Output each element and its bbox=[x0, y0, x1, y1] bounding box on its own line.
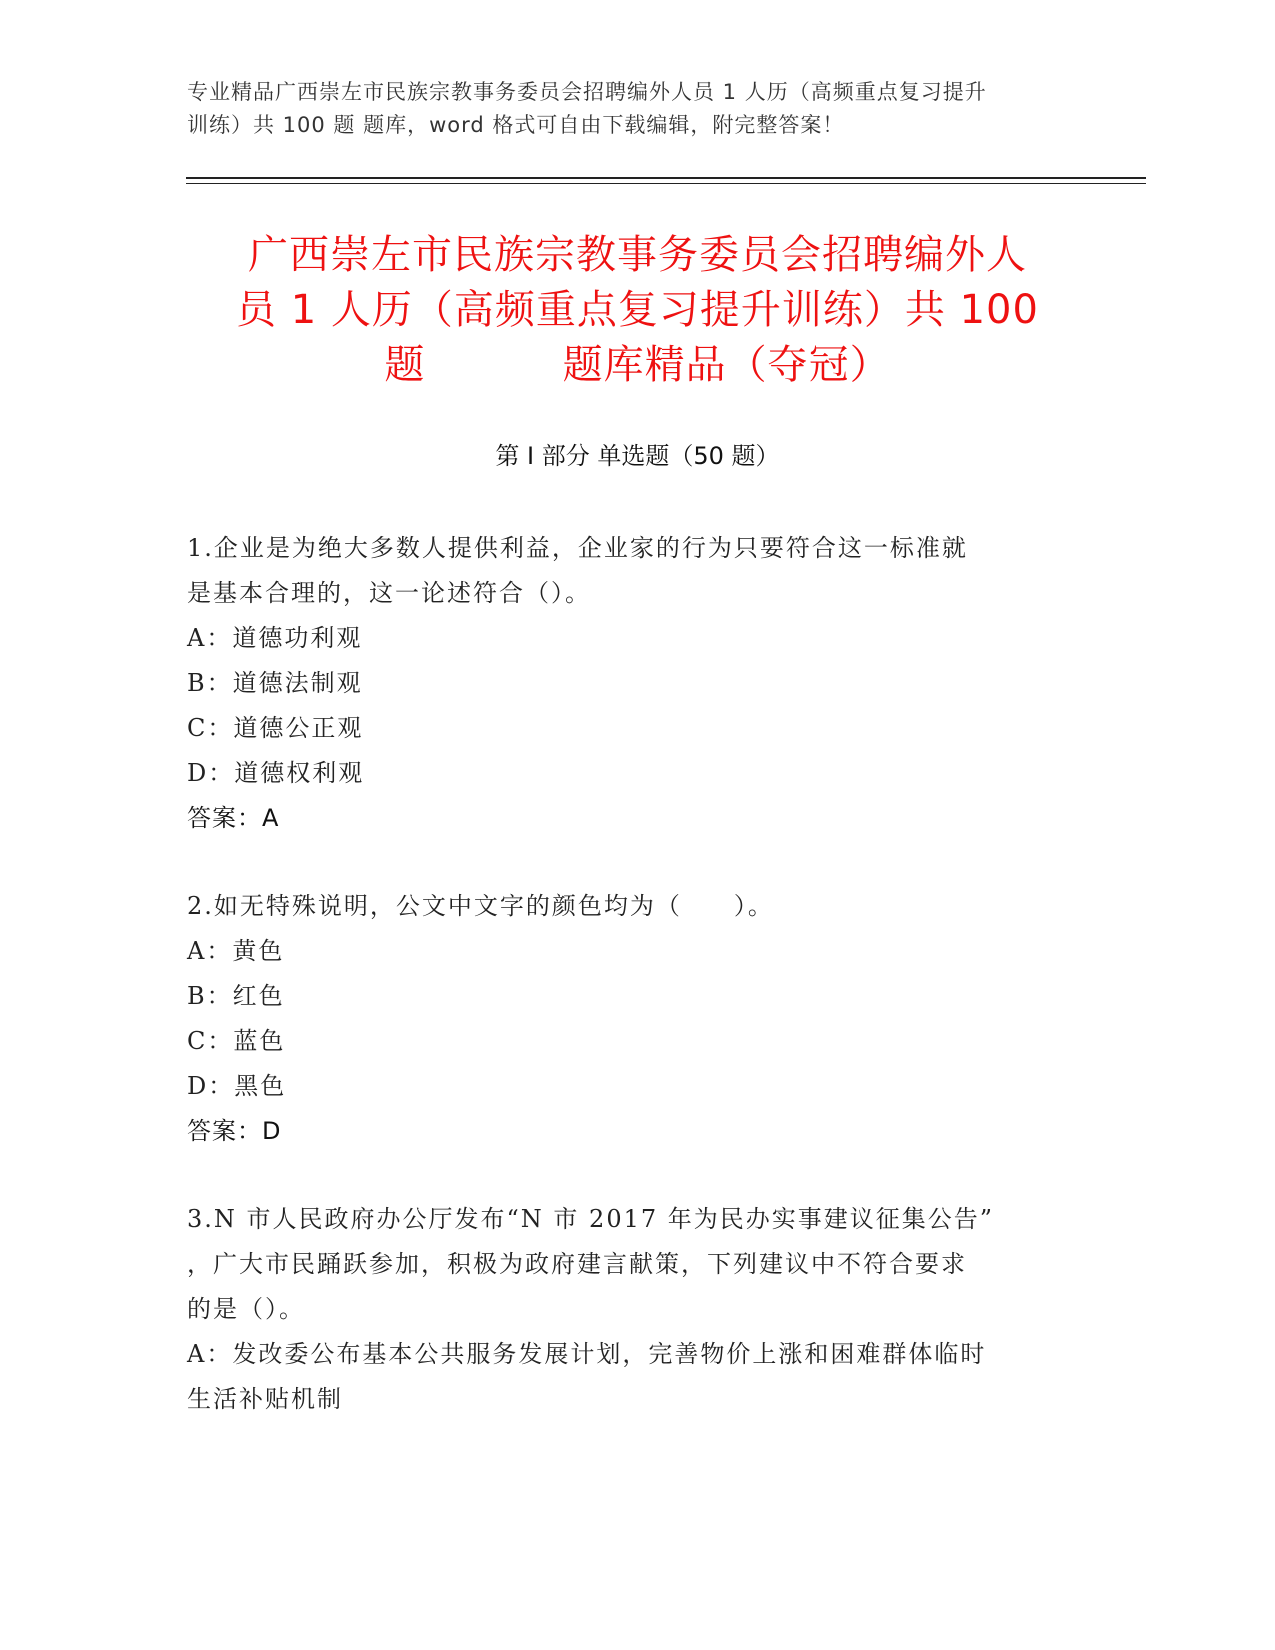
question-stem bbox=[187, 1197, 1087, 1332]
question-stem bbox=[187, 526, 1087, 616]
question-stem-line: 是基本合理的，这一论述符合（）。 bbox=[187, 579, 591, 607]
question-stem-line: 2.如无特殊说明，公文中文字的颜色均为（ ）。 bbox=[187, 892, 774, 920]
header-line-1: 专业精品广西崇左市民族宗教事务委员会招聘编外人员 1 人历（高频重点复习提升 bbox=[187, 80, 987, 104]
title-line-1: 广西崇左市民族宗教事务委员会招聘编外人 bbox=[248, 232, 1027, 278]
option-c: C：道德公正观 bbox=[187, 714, 364, 742]
question-item bbox=[187, 526, 1087, 841]
question-stem-line: 的是（）。 bbox=[187, 1295, 305, 1323]
option-a-line: A：发改委公布基本公共服务发展计划，完善物价上涨和困难群体临时 bbox=[187, 1340, 987, 1368]
section-heading: 第 I 部分 单选题（50 题） bbox=[495, 442, 780, 470]
option-d: D：道德权利观 bbox=[187, 759, 365, 787]
question-stem bbox=[187, 884, 1087, 929]
option-a: A：道德功利观 bbox=[187, 624, 363, 652]
option-d: D：黑色 bbox=[187, 1072, 287, 1100]
document-header bbox=[187, 76, 1087, 142]
option-c: C：蓝色 bbox=[187, 1027, 286, 1055]
answer-label: 答案：A bbox=[187, 804, 280, 832]
option-b: B：道德法制观 bbox=[187, 669, 363, 697]
question-stem-line: 3.N 市人民政府办公厅发布“N 市 2017 年为民办实事建议征集公告” bbox=[187, 1205, 995, 1233]
title-line-3: 题 题库精品（夺冠） bbox=[384, 342, 891, 388]
header-line-2: 训练）共 100 题 题库，word 格式可自由下载编辑，附完整答案！ bbox=[187, 113, 845, 137]
option-a: A：黄色 bbox=[187, 937, 285, 965]
header-divider-thin bbox=[186, 183, 1146, 184]
question-spacer bbox=[187, 1154, 1087, 1197]
question-stem-line: ，广大市民踊跃参加，积极为政府建言献策，下列建议中不符合要求 bbox=[187, 1250, 967, 1278]
option-a-line: 生活补贴机制 bbox=[187, 1385, 343, 1413]
question-stem-line: 1.企业是为绝大多数人提供利益，企业家的行为只要符合这一标准就 bbox=[187, 534, 968, 562]
question-item bbox=[187, 1197, 1087, 1422]
answer-label: 答案：D bbox=[187, 1117, 282, 1145]
header-divider-thick bbox=[186, 177, 1146, 179]
question-item bbox=[187, 884, 1087, 1154]
option-b: B：红色 bbox=[187, 982, 285, 1010]
question-list bbox=[187, 526, 1087, 1422]
question-spacer bbox=[187, 841, 1087, 884]
option-a bbox=[187, 1332, 1087, 1422]
document-title bbox=[150, 228, 1125, 393]
title-line-2: 员 1 人历（高频重点复习提升训练）共 100 bbox=[236, 287, 1039, 333]
